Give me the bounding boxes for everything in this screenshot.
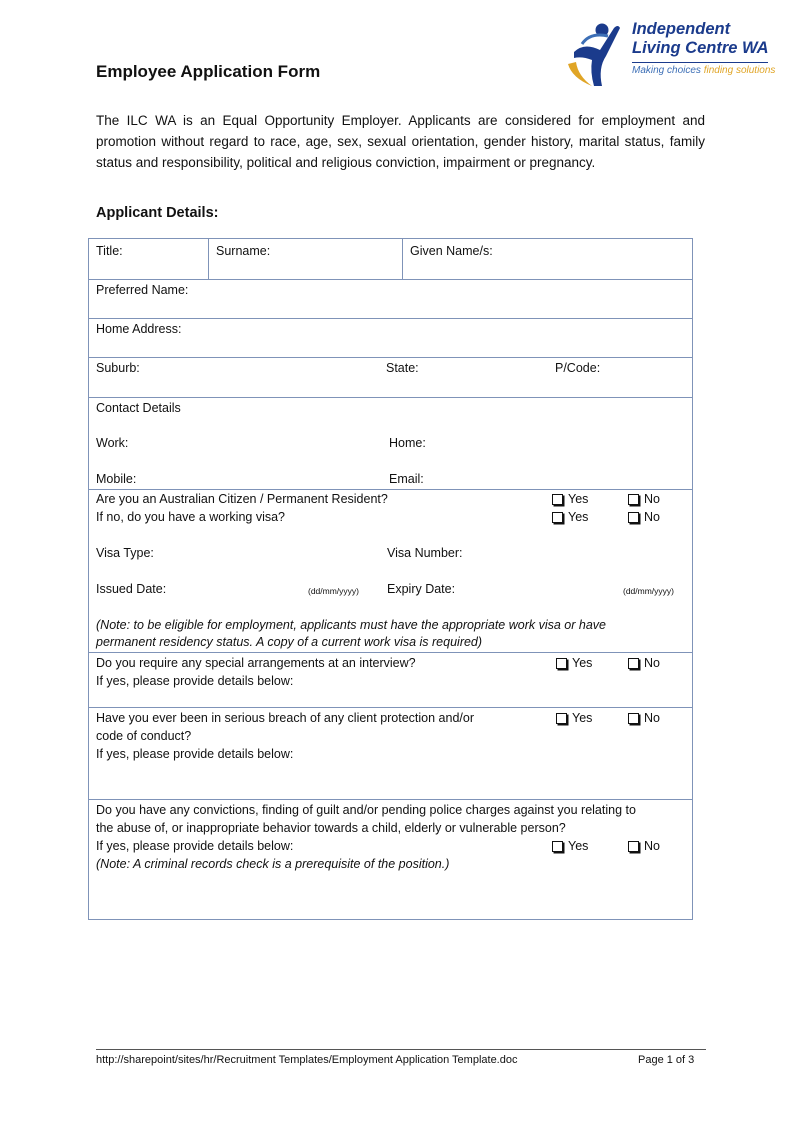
checkbox-icon bbox=[628, 713, 639, 724]
yes-label: Yes bbox=[568, 492, 589, 506]
yes-label: Yes bbox=[572, 711, 593, 725]
page-number: Page 1 of 3 bbox=[638, 1054, 695, 1066]
row-divider bbox=[89, 318, 692, 319]
issued-date-field[interactable]: Issued Date: bbox=[96, 582, 167, 596]
logo-name-line-1: Independent bbox=[632, 20, 731, 38]
visa-no-checkbox[interactable] bbox=[628, 510, 660, 524]
row-divider bbox=[89, 279, 692, 280]
row-divider bbox=[89, 489, 692, 490]
row-divider bbox=[89, 707, 692, 708]
no-label: No bbox=[644, 510, 660, 524]
yes-label: Yes bbox=[568, 839, 589, 853]
organization-logo bbox=[562, 16, 777, 91]
logo-tagline-b: finding solutions bbox=[703, 65, 776, 76]
applicant-details-form bbox=[88, 238, 693, 920]
postcode-field[interactable]: P/Code: bbox=[555, 361, 601, 375]
visa-type-field[interactable]: Visa Type: bbox=[96, 546, 154, 560]
visa-note-line-2: permanent residency status. A copy of a current work visa is required) bbox=[96, 635, 483, 649]
breach-question-line-1: Have you ever been in serious breach of any client protection and/or bbox=[96, 711, 475, 725]
visa-note-line-1: (Note: to be eligible for employment, applicants must have the appropriate work visa or have bbox=[96, 618, 606, 632]
checkbox-icon bbox=[628, 494, 639, 505]
no-label: No bbox=[644, 492, 660, 506]
checkbox-icon bbox=[556, 713, 567, 724]
mobile-field[interactable]: Mobile: bbox=[96, 472, 137, 486]
row-divider bbox=[89, 397, 692, 398]
expiry-date-format-hint: (dd/mm/yyyy) bbox=[623, 586, 674, 596]
row-divider bbox=[89, 652, 692, 653]
state-field[interactable]: State: bbox=[386, 361, 419, 375]
expiry-date-field[interactable]: Expiry Date: bbox=[387, 582, 456, 596]
checkbox-icon bbox=[628, 658, 639, 669]
page-title: Employee Application Form bbox=[96, 62, 321, 81]
given-names-field[interactable]: Given Name/s: bbox=[410, 244, 493, 258]
contact-details-heading: Contact Details bbox=[96, 401, 181, 415]
citizen-yes-checkbox[interactable] bbox=[552, 492, 588, 506]
convictions-yes-checkbox[interactable] bbox=[552, 839, 588, 853]
preferred-name-field[interactable]: Preferred Name: bbox=[96, 283, 189, 297]
equal-opportunity-statement: The ILC WA is an Equal Opportunity Employer. Applicants are considered for employment and promotion without regard to race, age, sex, sexual orientation, gender history, marital status, family status and responsibility, political and religious conviction, impairment or pregnancy. bbox=[96, 113, 705, 170]
arrangements-details-prompt[interactable]: If yes, please provide details below: bbox=[96, 674, 294, 688]
visa-number-field[interactable]: Visa Number: bbox=[387, 546, 463, 560]
checkbox-icon bbox=[628, 512, 639, 523]
footer-document-path: http://sharepoint/sites/hr/Recruitment Templates/Employment Application Template.doc bbox=[96, 1054, 518, 1066]
column-divider bbox=[208, 239, 209, 279]
checkbox-icon bbox=[552, 494, 563, 505]
logo-divider bbox=[632, 62, 768, 63]
breach-no-checkbox[interactable] bbox=[628, 711, 660, 725]
home-address-field[interactable]: Home Address: bbox=[96, 322, 182, 336]
logo-tagline bbox=[632, 65, 775, 76]
footer-divider bbox=[96, 1049, 706, 1050]
yes-label: Yes bbox=[568, 510, 589, 524]
breach-yes-checkbox[interactable] bbox=[556, 711, 592, 725]
citizen-question: Are you an Australian Citizen / Permanent Resident? bbox=[96, 492, 388, 506]
convictions-no-checkbox[interactable] bbox=[628, 839, 660, 853]
suburb-field[interactable]: Suburb: bbox=[96, 361, 140, 375]
checkbox-icon bbox=[556, 658, 567, 669]
breach-question-line-2: code of conduct? bbox=[96, 729, 192, 743]
convictions-question-line-1: Do you have any convictions, finding of guilt and/or pending police charges against you relating to bbox=[96, 803, 636, 817]
no-label: No bbox=[644, 656, 660, 670]
person-figure-icon bbox=[562, 16, 628, 91]
yes-label: Yes bbox=[572, 656, 593, 670]
logo-name-line-2: Living Centre WA bbox=[632, 39, 769, 57]
no-label: No bbox=[644, 839, 660, 853]
issued-date-format-hint: (dd/mm/yyyy) bbox=[308, 586, 359, 596]
breach-details-prompt[interactable]: If yes, please provide details below: bbox=[96, 747, 294, 761]
logo-tagline-a: Making choices bbox=[632, 65, 701, 76]
visa-question: If no, do you have a working visa? bbox=[96, 510, 286, 524]
section-heading: Applicant Details: bbox=[96, 205, 219, 221]
home-phone-field[interactable]: Home: bbox=[389, 436, 426, 450]
arrangements-no-checkbox[interactable] bbox=[628, 656, 660, 670]
convictions-note: (Note: A criminal records check is a prerequisite of the position.) bbox=[96, 857, 450, 871]
convictions-question-line-2: the abuse of, or inappropriate behavior towards a child, elderly or vulnerable person? bbox=[96, 821, 566, 835]
title-field[interactable]: Title: bbox=[96, 244, 123, 258]
checkbox-icon bbox=[552, 841, 563, 852]
checkbox-icon bbox=[628, 841, 639, 852]
no-label: No bbox=[644, 711, 660, 725]
citizen-no-checkbox[interactable] bbox=[628, 492, 660, 506]
arrangements-yes-checkbox[interactable] bbox=[556, 656, 592, 670]
surname-field[interactable]: Surname: bbox=[216, 244, 271, 258]
column-divider bbox=[402, 239, 403, 279]
arrangements-question: Do you require any special arrangements at an interview? bbox=[96, 656, 416, 670]
email-field[interactable]: Email: bbox=[389, 472, 424, 486]
visa-yes-checkbox[interactable] bbox=[552, 510, 588, 524]
work-phone-field[interactable]: Work: bbox=[96, 436, 129, 450]
row-divider bbox=[89, 357, 692, 358]
convictions-details-prompt[interactable]: If yes, please provide details below: bbox=[96, 839, 294, 853]
checkbox-icon bbox=[552, 512, 563, 523]
row-divider bbox=[89, 799, 692, 800]
